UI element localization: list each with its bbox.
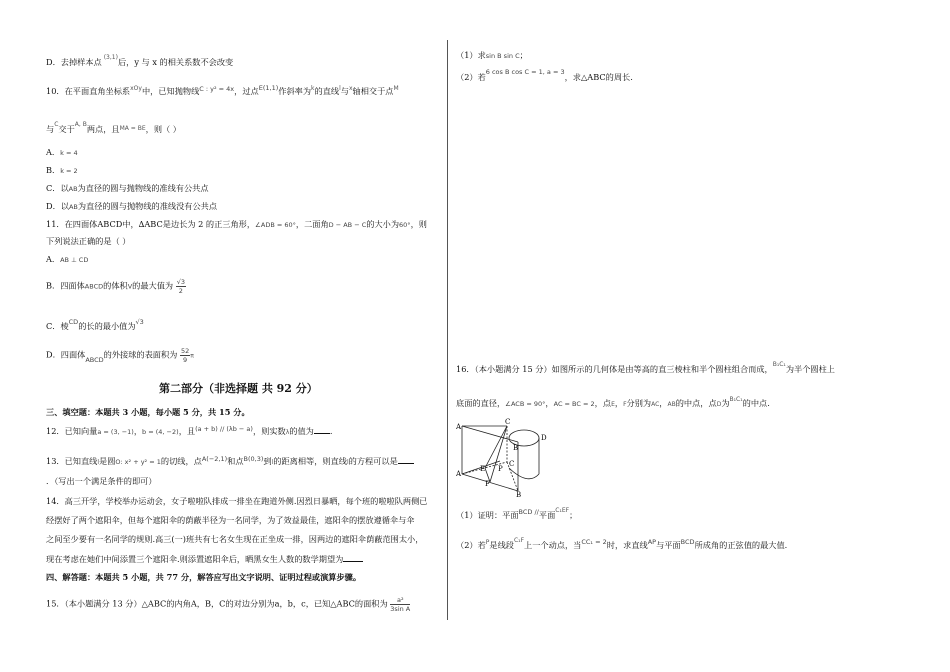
label-a1: A: [456, 423, 462, 431]
q11-option-d: D．四面体$_{ABCD}$的外接球的表面积为 $\frac{52}{9}$ π: [46, 347, 194, 364]
fraction-sqrt3-over-2: $\frac{√3}{2}$: [176, 278, 185, 295]
q10-line2: 与$^C$交于$^{A, B}$两点，且$^{MA = BE}$，则（ ）: [46, 121, 181, 134]
column-divider: [447, 40, 448, 620]
label-d: D: [541, 434, 547, 442]
q14-line3: 之间至少要有一名同学的规则.高三(一)班共有七名女生现在正坐成一排，因两边的遮阳伞荫蔽范围太小，: [46, 534, 424, 544]
geometry-figure: [456, 416, 556, 498]
q16-part1: （1）证明：平面$^{BCD //}$平面$^{C_1EF}$；: [456, 507, 578, 520]
q15-part2: （2）若$^{6 cos B cos C = 1, a = 3}$，求△ABC的周长.: [456, 68, 633, 82]
part2-title: 第二部分（非选择题 共 92 分）: [159, 382, 318, 395]
label-e: E: [480, 465, 486, 473]
q11-option-a: A．AB ⊥ CD: [46, 254, 89, 264]
q10-option-c: C．以AB为直径的圆与抛物线的准线有公共点: [46, 183, 209, 193]
q14-line1: 14．高三开学，学校举办运动会，女子啦啦队排成一排坐在跑道外侧.因烈日暴晒，每个班的啦啦队两侧已: [46, 496, 428, 506]
q13-note: ．（写出一个满足条件的即可）: [46, 476, 157, 486]
q14-answer-blank[interactable]: [343, 553, 363, 562]
q16-line1: 16．（本小题满分 15 分）如图所示的几何体是由等高的直三棱柱和半个圆柱组合而成，$^{B_1C_1}$为半个圆柱上: [456, 361, 835, 374]
q15-stem: 15．（本小题满分 13 分）△ABC的内角A，B，C的对边分别为a，b，c，已知△ABC的面积为 $\frac{\text{a²}}{\text{3sin A}}$: [46, 596, 411, 613]
q14-line2: 经摆好了两个遮阳伞，但每个遮阳伞的荫蔽半径为一名同学，为了效益最佳，遮阳伞的摆放遵循伞与伞: [46, 515, 415, 525]
fraction-52-over-9: $\frac{52}{9}$: [180, 347, 190, 364]
q12-answer-blank[interactable]: [314, 425, 330, 434]
label-c: C: [509, 460, 515, 468]
label-a: A: [456, 470, 462, 478]
label-c1: C: [505, 418, 511, 426]
q9-option-d: D．去掉样本点 $^{(3,1)}$后，y 与 x 的相关系数不会改变: [46, 54, 234, 67]
q15-part1: （1）求sin B sin C；: [456, 50, 528, 60]
q11-line1: 11．在四面体ABCD中，∆ABC是边长为 2 的正三角形，∠ADB = 60°，二面角D − AB − C的大小为60°，则: [46, 219, 427, 229]
q16-line2: 底面的直径，∠ACB = 90°，AC = BC = 2，点E，F分别为AC，AB的中点，点D为$^{B_1C_1}$的中点.: [456, 396, 770, 408]
edge-a-b: [462, 474, 518, 491]
fraction-a2-over-3sinA: $\frac{\text{a²}}{\text{3sin A}}$: [390, 596, 411, 613]
fill-in-header: 三、填空题：本题共 3 小题，每小题 5 分，共 15 分。: [46, 407, 250, 417]
edge-a1-b1: [462, 426, 518, 442]
q16-part2: （2）若$^P$是线段$^{C_1F}$上一个动点，当$^{CC_1 = 2}$时，求直线$^{AP}$与平面$^{BCD}$所成角的正弦值的最大值.: [456, 537, 788, 550]
q11-option-b: B．四面体ABCD的体积V的最大值为 $\frac{√3}{2}$: [46, 278, 185, 295]
label-b: B: [516, 491, 522, 498]
q10-line1: 10．在平面直角坐标系$^{xOy}$中，已知抛物线$^{C : y^2 = 4x}$，过点$^{E(1,1)}$作斜率为$^k$的直线$^l$与$^x$轴相交于点$^M$: [46, 84, 399, 96]
q10-option-a: A．k = 4: [46, 147, 78, 157]
q11-option-c: C．棱$^{CD}$的长的最小值为$^{√3}$: [46, 318, 144, 331]
label-p: P: [498, 465, 503, 473]
q10-option-b: B．k = 2: [46, 165, 78, 175]
q12: 12．已知向量a = (3, −1)，b = (4, −2)，且$^{(a + b) // (\lambda b - a)}$，则实数λ的值为 .: [46, 425, 333, 436]
q13-answer-blank[interactable]: [398, 455, 414, 464]
answer-section-header: 四、解答题：本题共 5 小题，共 77 分，解答应写出文字说明、证明过程或演算步骤。: [46, 572, 362, 582]
q14-line4: 现在考虑在她们中间添置三个遮阳伞.则添置遮阳伞后，晒黑女生人数的数学期望为: [46, 553, 363, 565]
label-b1: B: [513, 444, 519, 452]
q10-option-d: D．以AB为直径的圆与抛物线的准线没有公共点: [46, 201, 218, 211]
label-f: F: [485, 480, 490, 488]
q11-line2: 下列说法正确的是（ ）: [46, 236, 131, 246]
cylinder-bottom-arc: [509, 468, 539, 479]
q13: 13．已知直线l是圆O: x² + y² = 1的切线，点$^{A(-2,1)}$和点$^{B(0,3)}$到l的距离相等，则直线l的方程可以是: [46, 455, 414, 468]
